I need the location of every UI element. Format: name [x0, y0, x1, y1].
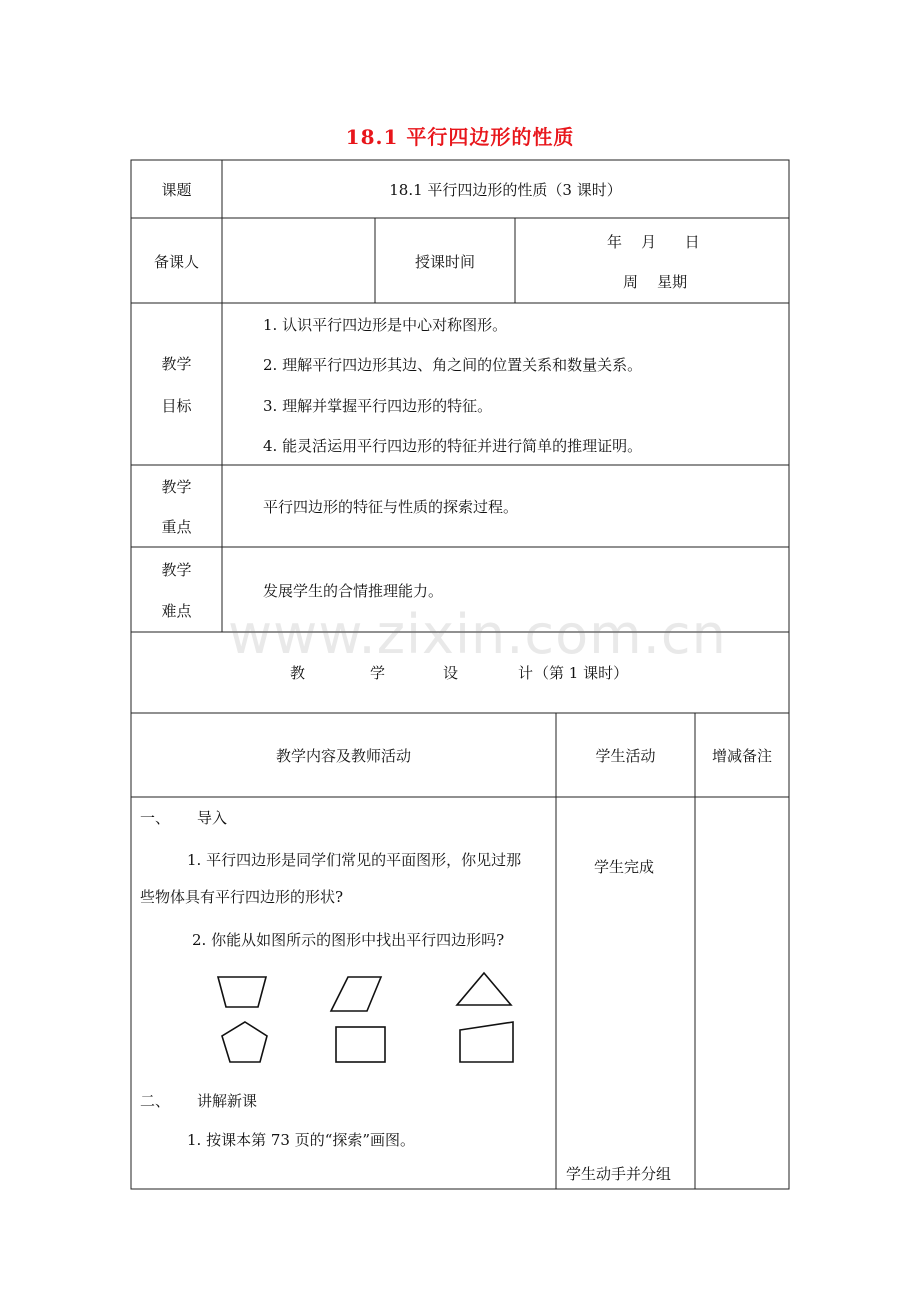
difficulties-text: 发展学生的合情推理能力。	[263, 582, 444, 600]
question-line: 2. 你能从如图所示的图形中找出平行四边形吗?	[192, 931, 505, 949]
difficulties-label-top: 教学	[161, 561, 192, 579]
question-line: 1. 平行四边形是同学们常见的平面图形，你见过那	[187, 851, 522, 869]
topic-label: 课题	[161, 181, 192, 199]
objectives-label-bottom: 目标	[161, 397, 192, 415]
page-title: 18.1 平行四边形的性质	[345, 125, 575, 149]
time-label: 授课时间	[414, 253, 475, 271]
keypoints-text: 平行四边形的特征与性质的探索过程。	[263, 498, 519, 516]
parallelogram-shape	[331, 977, 381, 1011]
keypoints-label-bottom: 重点	[161, 518, 192, 536]
section-heading: 讲解新课	[197, 1092, 258, 1110]
keypoints-label-top: 教学	[161, 478, 192, 496]
design-char: 学	[370, 664, 386, 682]
column-header-teacher: 教学内容及教师活动	[275, 747, 411, 765]
quadrilateral-shape	[460, 1022, 513, 1062]
design-char: 教	[290, 664, 306, 682]
difficulties-label-bottom: 难点	[161, 602, 192, 620]
objective-item: 3. 理解并掌握平行四边形的特征。	[263, 397, 493, 415]
shapes-figure	[200, 965, 530, 1070]
preparer-label: 备课人	[153, 253, 199, 271]
objective-item: 2. 理解平行四边形其边、角之间的位置关系和数量关系。	[263, 356, 643, 374]
section-number: 二、	[140, 1092, 171, 1110]
objective-item: 1. 认识平行四边形是中心对称图形。	[263, 316, 508, 334]
student-activity: 学生动手并分组	[566, 1165, 672, 1183]
section-number: 一、	[140, 809, 171, 827]
question-line: 些物体具有平行四边形的形状?	[140, 888, 344, 906]
weekday-line: 周 星期	[623, 273, 688, 291]
design-session: （第 1 课时）	[534, 664, 629, 682]
objective-item: 4. 能灵活运用平行四边形的特征并进行简单的推理证明。	[263, 437, 643, 455]
design-char: 计	[518, 664, 534, 682]
triangle-shape	[457, 973, 511, 1005]
topic-value: 18.1 平行四边形的性质（3 课时）	[389, 181, 622, 199]
objectives-label-top: 教学	[161, 355, 192, 373]
trapezoid-shape	[218, 977, 266, 1007]
rectangle-shape	[336, 1027, 385, 1062]
date-line: 年 月 日	[607, 233, 700, 251]
column-header-student: 学生活动	[595, 747, 656, 765]
column-header-notes: 增减备注	[711, 747, 772, 765]
design-char: 设	[443, 664, 459, 682]
pentagon-shape	[222, 1022, 267, 1062]
watermark: www.zixin.com.cn	[228, 603, 727, 666]
step-line: 1. 按课本第 73 页的“探索”画图。	[187, 1131, 416, 1149]
section-heading: 导入	[197, 809, 228, 827]
student-activity: 学生完成	[594, 858, 655, 876]
